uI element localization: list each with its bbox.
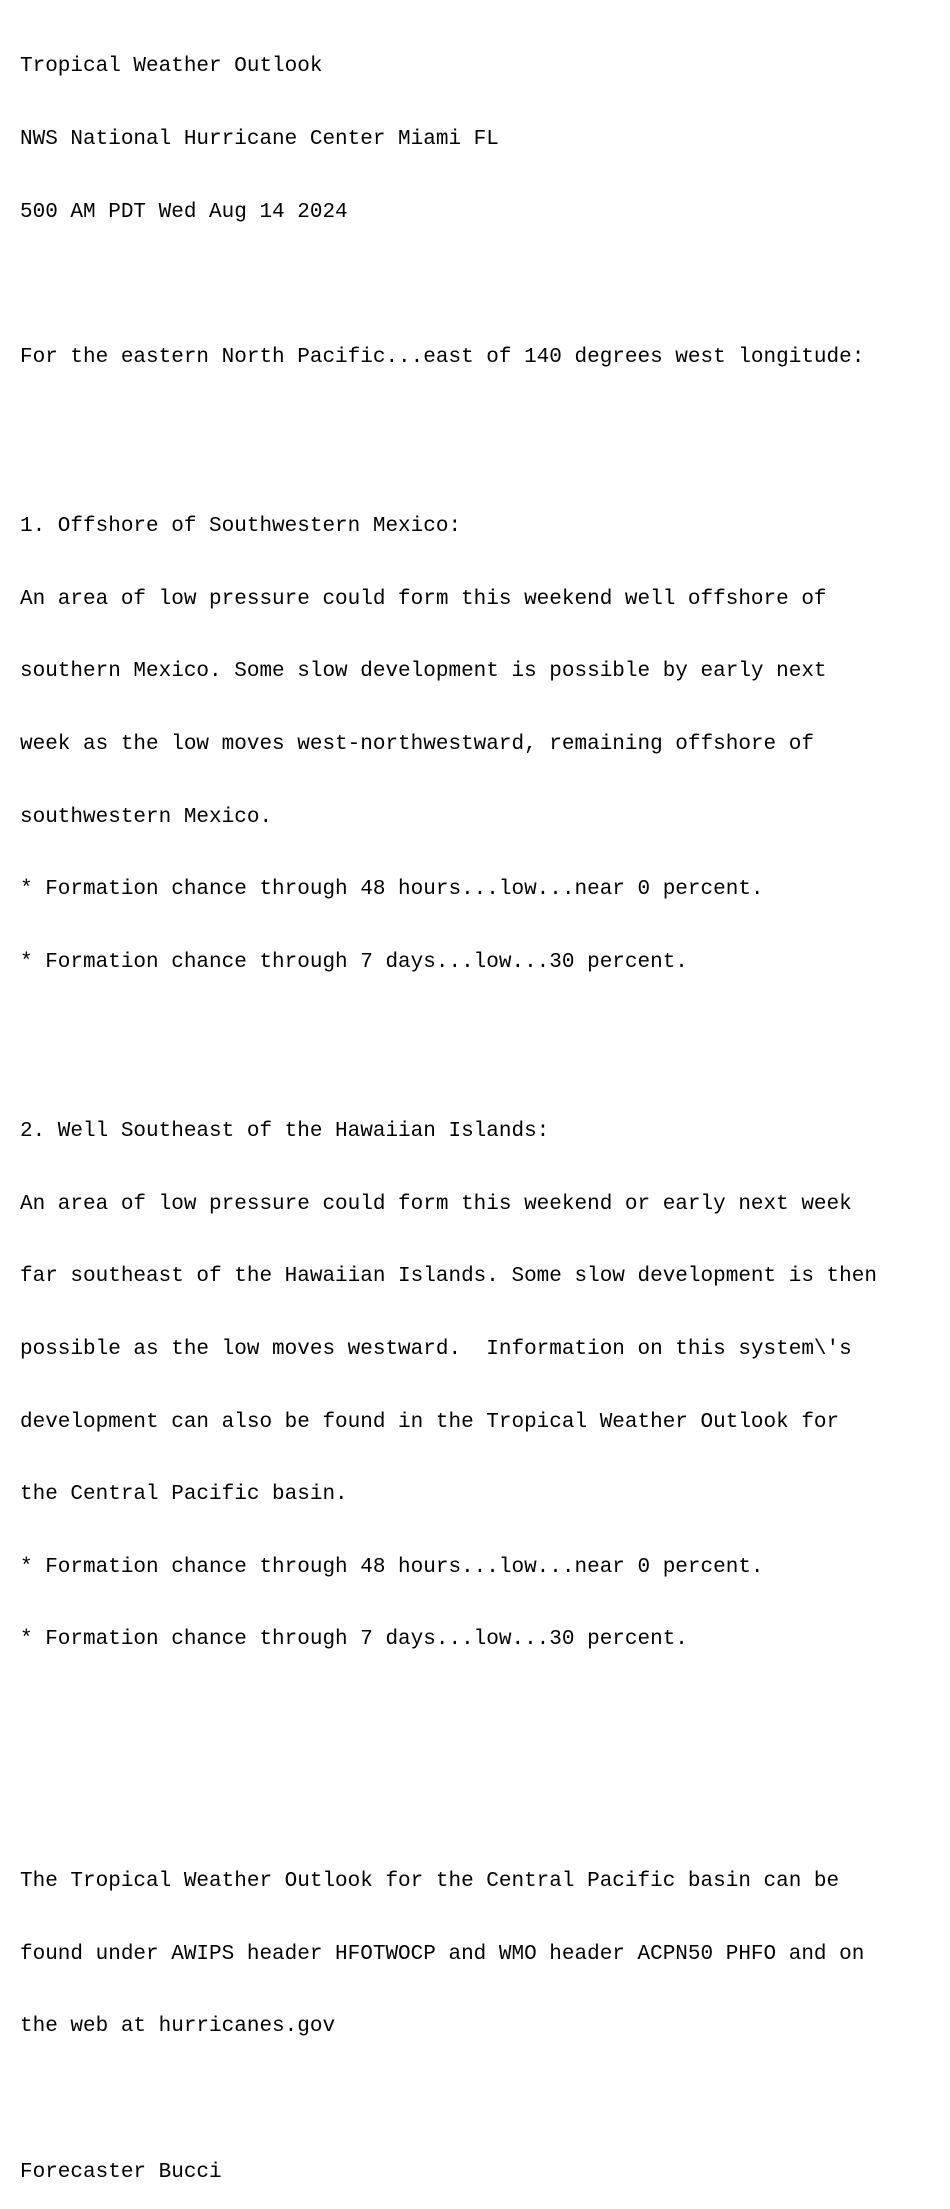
blank-line	[20, 2088, 877, 2112]
footer-line: The Tropical Weather Outlook for the Central Pacific basin can be	[20, 1870, 840, 1894]
intro-text: For the eastern North Pacific...east of 140 degrees west longitude:	[20, 345, 865, 369]
system-2-body-line: the Central Pacific basin.	[20, 1483, 348, 1507]
blank-line	[20, 1773, 877, 1797]
system-1-body-line: An area of low pressure could form this weekend well offshore of	[20, 587, 827, 611]
system-1-heading: 1. Offshore of Southwestern Mexico:	[20, 515, 462, 539]
issuing-office: NWS National Hurricane Center Miami FL	[20, 128, 499, 151]
outlook-document	[20, 7, 877, 2209]
footer-line: the web at hurricanes.gov	[20, 2015, 336, 2039]
footer-line: found under AWIPS header HFOTWOCP and WMO header ACPN50 PHFO and on	[20, 1942, 865, 1966]
blank-line	[20, 1023, 877, 1047]
system-2-chance-48h: * Formation chance through 48 hours...low...near 0 percent.	[20, 1555, 764, 1579]
system-1-body-line: southern Mexico. Some slow development is possible by early next	[20, 660, 827, 684]
system-2-heading: 2. Well Southeast of the Hawaiian Islands:	[20, 1120, 550, 1144]
system-2-body-line: development can also be found in the Tropical Weather Outlook for	[20, 1410, 840, 1434]
system-2-body-line: An area of low pressure could form this weekend or early next week	[20, 1192, 852, 1216]
system-1-chance-7d: * Formation chance through 7 days...low...30 percent.	[20, 950, 688, 974]
system-2-chance-7d: * Formation chance through 7 days...low...30 percent.	[20, 1628, 688, 1652]
system-2-body-line: possible as the low moves westward. Information on this system\'s	[20, 1337, 852, 1361]
forecaster-signoff: Forecaster Bucci	[20, 2160, 222, 2184]
system-1-body-line: week as the low moves west-northwestward, remaining offshore of	[20, 732, 814, 756]
blank-line	[20, 273, 877, 297]
issue-time: 500 AM PDT Wed Aug 14 2024	[20, 200, 348, 224]
system-1-chance-48h: * Formation chance through 48 hours...low...near 0 percent.	[20, 878, 764, 902]
system-1-body-line: southwestern Mexico.	[20, 805, 273, 829]
blank-line	[20, 418, 877, 442]
system-2-body-line: far southeast of the Hawaiian Islands. Some slow development is then	[20, 1265, 877, 1289]
blank-line	[20, 1701, 877, 1725]
document-title: Tropical Weather Outlook	[20, 55, 323, 79]
